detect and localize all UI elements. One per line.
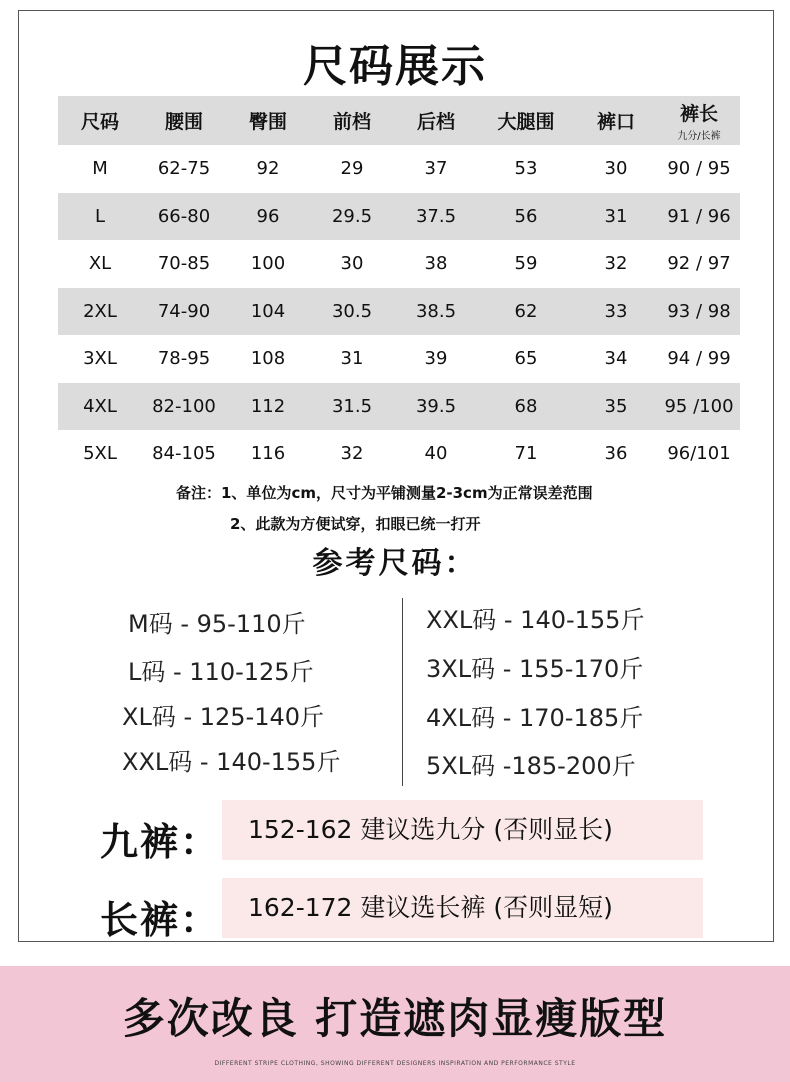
long-pants-label: 长裤： [100, 898, 221, 942]
banner-small-text: DIFFERENT STRIPE CLOTHING, SHOWING DIFFERENT DESIGNERS INSPIRATION AND PERFORMANCE STYLE [214, 1060, 576, 1067]
header-size: 尺码 [80, 111, 119, 133]
table-cell: 39 [424, 348, 448, 370]
reference-right-item: XXL码 - 140-155斤 [426, 606, 645, 634]
table-row [58, 240, 740, 288]
table-cell: 66-80 [157, 205, 211, 227]
long-pants-advice: 162-172 建议选长裤 (否则显短) [222, 878, 703, 938]
table-row [58, 288, 740, 336]
table-cell: 94 / 99 [667, 348, 731, 370]
table-cell: 30 [340, 253, 364, 275]
table-cell: 3XL [83, 348, 117, 370]
table-cell: 93 / 98 [667, 300, 731, 322]
table-cell: 31 [604, 205, 628, 227]
size-table [58, 96, 740, 478]
table-cell: L [94, 205, 106, 227]
table-cell: 62-75 [157, 158, 211, 180]
table-row [58, 430, 740, 478]
reference-left-item: XXL码 - 140-155斤 [122, 748, 341, 776]
header-front-rise: 前档 [332, 111, 371, 133]
table-cell: 92 [256, 158, 280, 180]
table-cell: 31.5 [331, 395, 373, 417]
header-waist: 腰围 [164, 111, 203, 133]
banner-slogan: 多次改良 打造遮肉显瘦版型 [122, 994, 668, 1043]
table-cell: 84-105 [152, 443, 216, 465]
table-cell: 91 / 96 [667, 205, 731, 227]
table-cell: 112 [250, 395, 286, 417]
table-cell: 38.5 [415, 300, 457, 322]
table-row [58, 145, 740, 193]
table-row [58, 193, 740, 241]
table-cell: 38 [424, 253, 448, 275]
table-cell: 78-95 [157, 348, 211, 370]
table-cell: 65 [514, 348, 538, 370]
reference-left-item: XL码 - 125-140斤 [122, 703, 325, 731]
table-cell: 92 / 97 [667, 253, 731, 275]
table-header-row [58, 96, 740, 145]
reference-divider [402, 598, 403, 786]
note-line-1: 备注：1、单位为cm，尺寸为平铺测量2-3cm为正常误差范围 [176, 484, 593, 502]
table-cell: XL [88, 253, 112, 275]
table-cell: 56 [514, 205, 538, 227]
table-row [58, 383, 740, 431]
table-cell: 37 [424, 158, 448, 180]
table-cell: 37.5 [415, 205, 457, 227]
header-thigh: 大腿围 [497, 111, 555, 133]
table-cell: 30 [604, 158, 628, 180]
table-cell: 32 [340, 443, 364, 465]
table-cell: 59 [514, 253, 538, 275]
header-hip: 臀围 [248, 111, 287, 133]
table-cell: 53 [514, 158, 538, 180]
table-cell: 30.5 [331, 300, 373, 322]
table-cell: 116 [250, 443, 286, 465]
header-length-label: 裤长 [679, 103, 718, 125]
table-cell: 5XL [83, 443, 117, 465]
table-cell: 29 [340, 158, 364, 180]
table-cell: 36 [604, 443, 628, 465]
header-length [658, 96, 740, 145]
table-cell: 31 [340, 348, 364, 370]
table-cell: 29.5 [331, 205, 373, 227]
table-cell: 39.5 [415, 395, 457, 417]
table-cell: 70-85 [157, 253, 211, 275]
reference-left-item: L码 - 110-125斤 [128, 658, 314, 686]
table-cell: 82-100 [152, 395, 216, 417]
table-cell: 90 / 95 [667, 158, 731, 180]
table-cell: 2XL [83, 300, 117, 322]
nine-pants-label: 九裤： [100, 820, 221, 864]
table-cell: M [92, 158, 108, 180]
table-cell: 40 [424, 443, 448, 465]
table-cell: 71 [514, 443, 538, 465]
table-row [58, 335, 740, 383]
header-leg-opening: 裤口 [596, 111, 635, 133]
table-cell: 95 /100 [664, 395, 734, 417]
reference-right-item: 4XL码 - 170-185斤 [426, 704, 644, 732]
table-cell: 68 [514, 395, 538, 417]
header-length-sub: 九分/长裤 [677, 131, 721, 142]
table-cell: 104 [250, 300, 286, 322]
table-cell: 32 [604, 253, 628, 275]
reference-right-item: 3XL码 - 155-170斤 [426, 655, 644, 683]
reference-left-item: M码 - 95-110斤 [128, 610, 306, 638]
table-cell: 74-90 [157, 300, 211, 322]
table-cell: 96 [256, 205, 280, 227]
note-line-2: 2、此款为方便试穿，扣眼已统一打开 [230, 515, 481, 533]
reference-title: 参考尺码： [312, 546, 478, 581]
table-cell: 62 [514, 300, 538, 322]
table-cell: 108 [250, 348, 286, 370]
reference-right-item: 5XL码 -185-200斤 [426, 752, 636, 780]
table-cell: 35 [604, 395, 628, 417]
table-cell: 4XL [83, 395, 117, 417]
table-cell: 100 [250, 253, 286, 275]
header-back-rise: 后档 [416, 111, 455, 133]
table-cell: 96/101 [667, 443, 731, 465]
nine-pants-advice: 152-162 建议选九分 (否则显长) [222, 800, 703, 860]
table-cell: 33 [604, 300, 628, 322]
page-title: 尺码展示 [303, 41, 487, 92]
table-cell: 34 [604, 348, 628, 370]
